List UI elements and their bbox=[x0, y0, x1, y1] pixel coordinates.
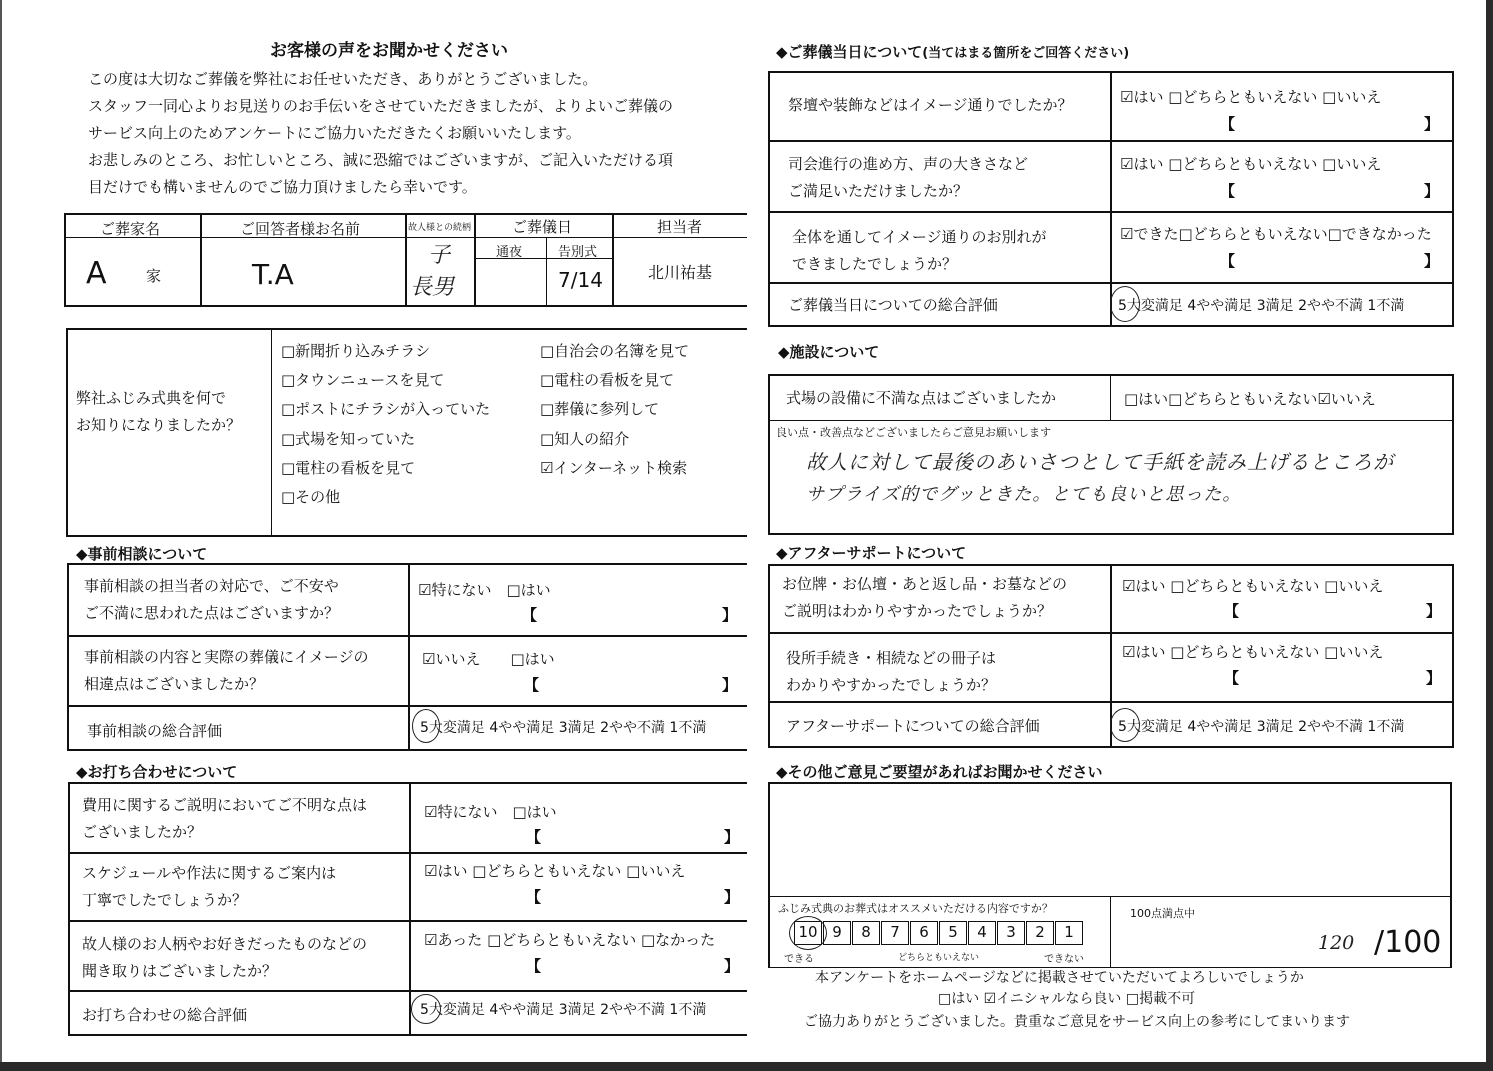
shisetsu-q1-options[interactable]: □はい□どちらともいえない☑いいえ bbox=[1124, 390, 1376, 408]
score-label: 100点満点中 bbox=[1130, 907, 1195, 920]
bracket-open: 【 bbox=[524, 676, 540, 694]
uchiawase-q3 bbox=[82, 931, 367, 985]
question-line: わかりやすかったでしょうか？ bbox=[786, 676, 997, 694]
question-line: ご満足いただけましたか？ bbox=[788, 182, 969, 200]
header-kokubetsu: 告別式 bbox=[558, 245, 598, 260]
section-shisetsu-header: ◆施設について bbox=[778, 343, 880, 361]
intro-line: サービス向上のためアンケートにご協力いただきたくお願いいたします。 bbox=[88, 124, 581, 142]
bracket-open: 【 bbox=[1220, 252, 1236, 270]
question-line: お位牌・お仏壇・あと返し品・お墓などの bbox=[782, 575, 1068, 593]
source-option[interactable]: □新聞折り込みチラシ bbox=[281, 342, 431, 360]
toujitsu-q1: 祭壇や装飾などはイメージ通りでしたか？ bbox=[788, 96, 1073, 114]
bracket-open: 【 bbox=[1220, 182, 1236, 200]
scale-5[interactable]: 5 bbox=[939, 921, 967, 945]
selected-scale-circle bbox=[789, 916, 827, 950]
source-option[interactable]: □葬儀に参列して bbox=[540, 400, 660, 419]
question-line: 故人様のお人柄やお好きだったものなどの bbox=[82, 935, 368, 953]
scale-label-right: できない bbox=[1044, 954, 1084, 965]
staff-name: 北川祐基 bbox=[648, 263, 713, 282]
source-option[interactable]: □電柱の看板を見て bbox=[540, 371, 675, 390]
bracket-close: 】 bbox=[1424, 252, 1440, 270]
publish-question: 本アンケートをホームページなどに掲載させていただいてよろしいでしょうか bbox=[815, 970, 1304, 986]
section-other-header: ◆その他ご意見ご要望があればお聞かせください bbox=[776, 763, 1103, 781]
question-line: 事前相談の内容と実際の葬儀にイメージの bbox=[84, 648, 369, 666]
source-option[interactable]: □その他 bbox=[281, 488, 341, 507]
scale-2[interactable]: 2 bbox=[1026, 921, 1054, 945]
question-line: ございましたか？ bbox=[82, 823, 203, 841]
scale-6[interactable]: 6 bbox=[910, 921, 938, 945]
family-name: A bbox=[86, 256, 107, 291]
score-handwritten: 120 bbox=[1318, 932, 1355, 954]
score-max: /100 bbox=[1374, 925, 1442, 960]
toujitsu-q3 bbox=[792, 224, 1047, 278]
source-question bbox=[76, 385, 241, 439]
bracket-open: 【 bbox=[1220, 115, 1236, 133]
scale-8[interactable]: 8 bbox=[852, 921, 880, 945]
bracket-open: 【 bbox=[526, 957, 542, 975]
relation-handwritten-1: 子 bbox=[428, 243, 451, 268]
section-toujitsu-header bbox=[776, 41, 1129, 62]
scale-7[interactable]: 7 bbox=[881, 921, 909, 945]
bracket-close: 】 bbox=[724, 888, 740, 906]
after-q2-options[interactable]: ☑はい □どちらともいえない □いいえ bbox=[1122, 643, 1384, 661]
selected-rating-circle bbox=[411, 994, 441, 1024]
source-options-left bbox=[281, 337, 490, 512]
jizen-q1 bbox=[84, 573, 339, 627]
source-option[interactable]: □知人の紹介 bbox=[540, 429, 630, 448]
scan-edge-right bbox=[1486, 0, 1493, 1071]
question-line: スケジュールや作法に関するご案内は bbox=[82, 864, 337, 882]
bracket-open: 【 bbox=[522, 606, 538, 624]
uchiawase-q1-options[interactable]: ☑特にない □はい bbox=[424, 803, 557, 821]
source-option[interactable]: □タウンニュースを見て bbox=[281, 371, 445, 390]
uchiawase-q3-options[interactable]: ☑あった □どちらともいえない □なかった bbox=[424, 931, 716, 949]
source-question-line: お知りになりましたか？ bbox=[76, 416, 242, 434]
uchiawase-q2-options[interactable]: ☑はい □どちらともいえない □いいえ bbox=[424, 862, 686, 880]
comment-label: 良い点・改善点などございましたらご意見お願いします bbox=[776, 426, 1051, 439]
jizen-q1-options[interactable]: ☑特にない □はい bbox=[418, 581, 551, 599]
section-after-header: ◆アフターサポートについて bbox=[776, 544, 967, 562]
toujitsu-total-label: ご葬儀当日についての総合評価 bbox=[788, 296, 998, 314]
question-line: 相違点はございましたか？ bbox=[84, 675, 265, 693]
after-q1-options[interactable]: ☑はい □どちらともいえない □いいえ bbox=[1122, 577, 1384, 595]
question-line: 全体を通してイメージ通りのお別れが bbox=[792, 228, 1047, 246]
kokubetsu-date: 7/14 bbox=[558, 268, 603, 292]
comment-handwritten-line-1: 故人に対して最後のあいさつとして手紙を読み上げるところが bbox=[806, 450, 1394, 474]
after-rating[interactable]: 5大変満足 4やや満足 3満足 2やや不満 1不満 bbox=[1118, 719, 1405, 735]
bracket-close: 】 bbox=[1424, 115, 1440, 133]
recommend-question: ふじみ式典のお葬式はオススメいただける内容ですか？ bbox=[778, 902, 1053, 915]
page-title: お客様の声をお聞かせください bbox=[270, 41, 508, 61]
section-title: ◆ご葬儀当日について bbox=[776, 43, 923, 61]
bracket-open: 【 bbox=[526, 888, 542, 906]
relation-handwritten-2: 長男 bbox=[410, 275, 455, 300]
toujitsu-q2-options[interactable]: ☑はい □どちらともいえない □いいえ bbox=[1120, 155, 1382, 173]
header-staff: 担当者 bbox=[657, 218, 703, 236]
intro-text bbox=[88, 66, 673, 201]
bracket-close: 】 bbox=[722, 676, 738, 694]
toujitsu-q2 bbox=[788, 151, 1028, 205]
publish-options[interactable]: □はい ☑イニシャルなら良い □掲載不可 bbox=[938, 991, 1196, 1007]
question-line: ご説明はわかりやすかったでしょうか？ bbox=[782, 602, 1053, 620]
toujitsu-rating[interactable]: 5大変満足 4やや満足 3満足 2やや不満 1不満 bbox=[1118, 298, 1405, 314]
jizen-q2 bbox=[84, 644, 369, 698]
family-suffix: 家 bbox=[146, 267, 162, 285]
scan-edge-bottom bbox=[0, 1062, 1493, 1071]
source-options-right bbox=[540, 337, 689, 483]
header-date: ご葬儀日 bbox=[512, 218, 573, 236]
scale-3[interactable]: 3 bbox=[997, 921, 1025, 945]
section-uchiawase-header: ◆お打ち合わせについて bbox=[76, 763, 238, 781]
uchiawase-q2 bbox=[82, 860, 336, 914]
bracket-close: 】 bbox=[722, 606, 738, 624]
toujitsu-q3-options[interactable]: ☑できた□どちらともいえない□できなかった bbox=[1120, 225, 1432, 243]
selected-rating-circle bbox=[1110, 286, 1140, 322]
source-option[interactable]: □式場を知っていた bbox=[281, 429, 416, 448]
jizen-rating[interactable]: 5大変満足 4やや満足 3満足 2やや不満 1不満 bbox=[420, 720, 707, 736]
jizen-total-label: 事前相談の総合評価 bbox=[87, 722, 223, 740]
question-line: 役所手続き・相続などの冊子は bbox=[786, 649, 997, 667]
scan-edge-left bbox=[0, 0, 2, 1071]
question-line: できましたでしょうか？ bbox=[792, 255, 958, 273]
after-q1 bbox=[782, 571, 1067, 625]
after-q2 bbox=[786, 645, 996, 699]
thanks-text: ご協力ありがとうございました。貴重なご意見をサービス向上の参考にしてまいります bbox=[804, 1014, 1350, 1030]
source-option[interactable]: □電柱の看板を見て bbox=[281, 458, 416, 477]
bracket-open: 【 bbox=[1224, 669, 1240, 687]
source-option[interactable]: □ポストにチラシが入っていた bbox=[281, 400, 491, 419]
bracket-open: 【 bbox=[1224, 602, 1240, 620]
bracket-close: 】 bbox=[1426, 669, 1442, 687]
uchiawase-total-label: お打ち合わせの総合評価 bbox=[82, 1006, 248, 1024]
jizen-q2-options[interactable]: ☑いいえ □はい bbox=[422, 650, 555, 668]
question-line: 費用に関するご説明においてご不明な点は bbox=[82, 796, 368, 814]
bracket-close: 】 bbox=[1424, 182, 1440, 200]
intro-line: 目だけでも構いませんのでご協力頂けましたら幸いです。 bbox=[88, 178, 477, 196]
source-option[interactable]: ☑インターネット検索 bbox=[540, 458, 688, 477]
intro-line: お悲しみのところ、お忙しいところ、誠に恐縮ではございますが、ご記入いただける項 bbox=[88, 151, 674, 169]
bracket-open: 【 bbox=[526, 828, 542, 846]
respondent-name: T.A bbox=[252, 258, 294, 291]
header-relation: 故人様との続柄 bbox=[408, 223, 472, 233]
question-line: 聞き取りはございましたか？ bbox=[82, 962, 278, 980]
bracket-close: 】 bbox=[724, 828, 740, 846]
scale-9[interactable]: 9 bbox=[823, 921, 851, 945]
scale-1[interactable]: 1 bbox=[1055, 921, 1083, 945]
selected-rating-circle bbox=[412, 709, 440, 743]
question-line: 司会進行の進め方、声の大きさなど bbox=[788, 155, 1029, 173]
header-tsuya: 通夜 bbox=[496, 245, 523, 260]
shisetsu-q1: 式場の設備に不満な点はございましたか bbox=[786, 389, 1057, 407]
toujitsu-q1-options[interactable]: ☑はい □どちらともいえない □いいえ bbox=[1120, 88, 1382, 106]
section-note: (当てはまる箇所をご回答ください) bbox=[922, 46, 1130, 61]
after-total-label: アフターサポートについての総合評価 bbox=[786, 717, 1040, 735]
scale-4[interactable]: 4 bbox=[968, 921, 996, 945]
section-jizen-header: ◆事前相談について bbox=[76, 545, 208, 563]
scale-10[interactable]: 10 bbox=[794, 921, 822, 945]
bracket-close: 】 bbox=[1426, 602, 1442, 620]
header-respondent: ご回答者様お名前 bbox=[240, 220, 361, 238]
intro-line: スタッフ一同心よりお見送りのお手伝いをさせていただきましたが、よりよいご葬儀の bbox=[88, 97, 674, 115]
uchiawase-rating[interactable]: 5大変満足 4やや満足 3満足 2やや不満 1不満 bbox=[420, 1002, 707, 1018]
source-option[interactable]: □自治会の名簿を見て bbox=[540, 342, 690, 360]
question-line: 丁寧でしたでしょうか？ bbox=[82, 891, 248, 909]
selected-rating-circle bbox=[1110, 708, 1140, 742]
scale-label-left: できる bbox=[784, 954, 814, 965]
bracket-close: 】 bbox=[724, 957, 740, 975]
question-line: ご不満に思われた点はございますか？ bbox=[84, 604, 340, 622]
comment-handwritten-line-2: サプライズ的でグッときた。とても良いと思った。 bbox=[806, 484, 1242, 505]
uchiawase-q1 bbox=[82, 792, 367, 846]
scale-label-mid: どちらともいえない bbox=[898, 953, 980, 963]
source-question-line: 弊社ふじみ式典を何で bbox=[76, 389, 227, 407]
question-line: 事前相談の担当者の対応で、ご不安や bbox=[84, 577, 339, 595]
header-family: ご葬家名 bbox=[100, 220, 161, 238]
intro-line: この度は大切なご葬儀を弊社にお任せいただき、ありがとうございました。 bbox=[88, 70, 598, 88]
